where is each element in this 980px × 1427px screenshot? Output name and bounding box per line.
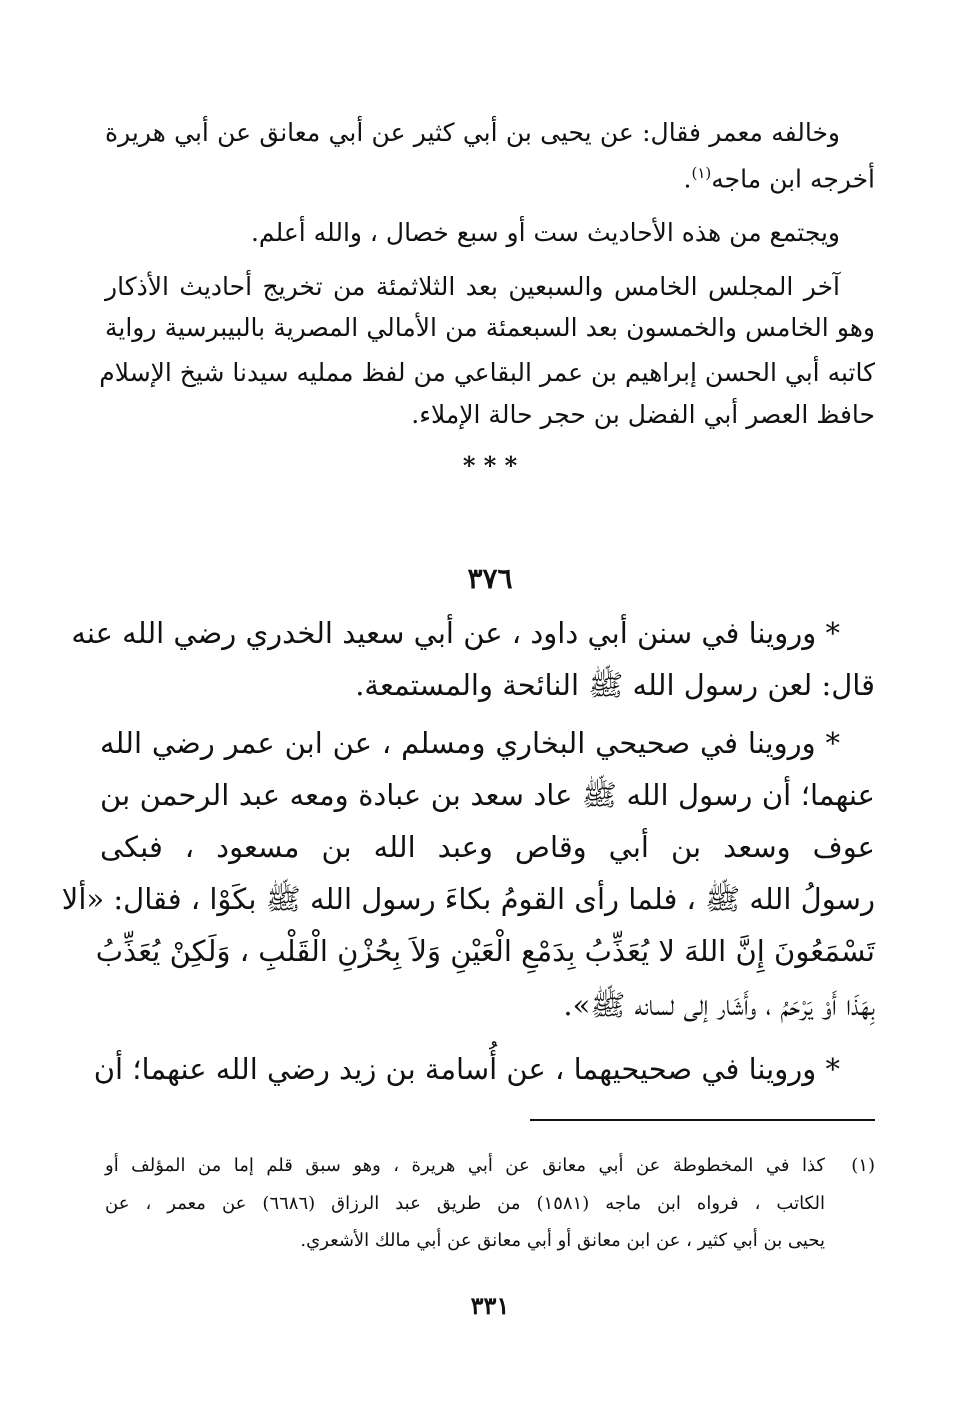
paragraph-line: رسولُ الله ﷺ ، فلما رأى القومُ بكاءَ رسول الله ﷺ بكَوْا ، فقال: «ألا: [61, 882, 875, 916]
intro-line: آخر المجلس الخامس والسبعين بعد الثلاثمئة من تخريج أحاديث الأذكار: [105, 272, 840, 301]
footnote-marker: (١): [851, 1155, 875, 1176]
paragraph-line: بِهَذَا أَوْ يَرْحَمُ ، وأَشَار إلى لسانه ﷺ».: [563, 988, 875, 1022]
paragraph-line: عنهما؛ أن رسول الله ﷺ عاد سعد بن عبادة ومعه عبد الرحمن بن: [100, 778, 875, 812]
intro-line: حافظ العصر أبي الفضل بن حجر حالة الإملاء.: [411, 400, 875, 429]
intro-line: وخالفه معمر فقال: عن يحيى بن أبي كثير عن أبي معانق عن أبي هريرة: [105, 118, 840, 147]
paragraph-line: * وروينا في صحيحي البخاري ومسلم ، عن ابن عمر رضي الله: [100, 726, 840, 760]
footnote-line: يحيى بن أبي كثير ، عن ابن معانق أو أبي معانق عن أبي مالك الأشعري.: [300, 1230, 825, 1251]
footnote-line: كذا في المخطوطة عن أبي معانق عن أبي هريرة ، وهو سبق قلم إما من المؤلف أو: [105, 1155, 825, 1176]
separator-stars: * * *: [462, 451, 518, 480]
intro-text: .: [683, 164, 692, 194]
page-number: ٣٣١: [470, 1291, 510, 1320]
intro-line: ويجتمع من هذه الأحاديث ست أو سبع خصال ، والله أعلم.: [250, 218, 840, 247]
footnote-rule: [530, 1119, 875, 1121]
paragraph-line: * وروينا في صحيحيهما ، عن أُسامة بن زيد رضي الله عنهما؛ أن: [93, 1052, 840, 1086]
intro-text: أخرجه ابن ماجه: [711, 164, 875, 194]
intro-line: وهو الخامس والخمسون بعد السبعمئة من الأمالي المصرية بالبيبرسية رواية: [105, 313, 875, 342]
footnote-reference: (١): [691, 164, 712, 182]
paragraph-line: قال: لعن رسول الله ﷺ النائحة والمستمعة.: [355, 668, 875, 702]
intro-line: [105, 158, 875, 194]
paragraph-line: تَسْمَعُونَ إِنَّ اللهَ لا يُعَذِّبُ بِدَمْعِ الْعَيْنِ وَلاَ بِحُزْنِ الْقَلْبِ ، وَلَكِنْ يُعَذِّبُ: [95, 934, 875, 968]
paragraph-line: عوف وسعد بن أبي وقاص وعبد الله بن مسعود ، فبكى: [100, 830, 875, 864]
paragraph-line: * وروينا في سنن أبي داود ، عن أبي سعيد الخدري رضي الله عنه: [71, 616, 840, 650]
section-number: ٣٧٦: [467, 562, 513, 595]
intro-line: كاتبه أبي الحسن إبراهيم بن عمر البقاعي من لفظ ممليه سيدنا شيخ الإسلام: [99, 358, 875, 387]
footnote-line: الكاتب ، فرواه ابن ماجه (١٥٨١) من طريق عبد الرزاق (٦٦٨٦) عن معمر ، عن: [105, 1193, 825, 1214]
